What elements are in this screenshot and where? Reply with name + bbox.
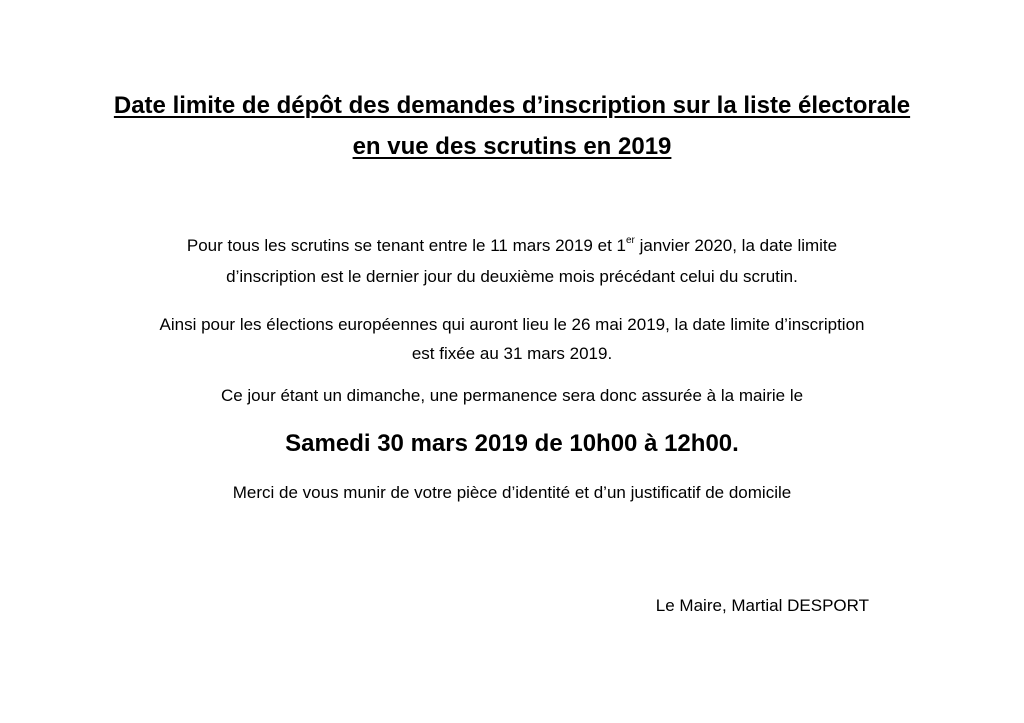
- paragraph-documents-reminder: Merci de vous munir de votre pièce d’identité et d’un justificatif de domicile: [232, 483, 792, 502]
- paragraph-3: Ce jour étant un dimanche, une permanence sera donc assurée à la mairie le: [220, 386, 804, 405]
- permanence-date-highlight: Samedi 30 mars 2019 de 10h00 à 12h00.: [285, 430, 739, 457]
- paragraph-1-line-2: d’inscription est le dernier jour du deuxième mois précédant celui du scrutin.: [226, 267, 798, 286]
- paragraph-1-line-1: [0, 236, 1024, 256]
- paragraph-2-line-2: est fixée au 31 mars 2019.: [411, 344, 613, 363]
- notice-title-line-1: Date limite de dépôt des demandes d’inscription sur la liste électorale: [113, 92, 911, 119]
- ordinal-superscript: er: [625, 235, 635, 246]
- notice-title-line-2: en vue des scrutins en 2019: [352, 133, 672, 160]
- paragraph-2-line-1: Ainsi pour les élections européennes qui auront lieu le 26 mai 2019, la date limite d’inscription: [159, 315, 865, 334]
- mayor-signature: Le Maire, Martial DESPORT: [655, 596, 869, 615]
- paragraph-1-line-1-end: janvier 2020, la date limite: [634, 236, 838, 255]
- paragraph-1-line-1-start: Pour tous les scrutins se tenant entre le 11 mars 2019 et 1: [186, 236, 626, 255]
